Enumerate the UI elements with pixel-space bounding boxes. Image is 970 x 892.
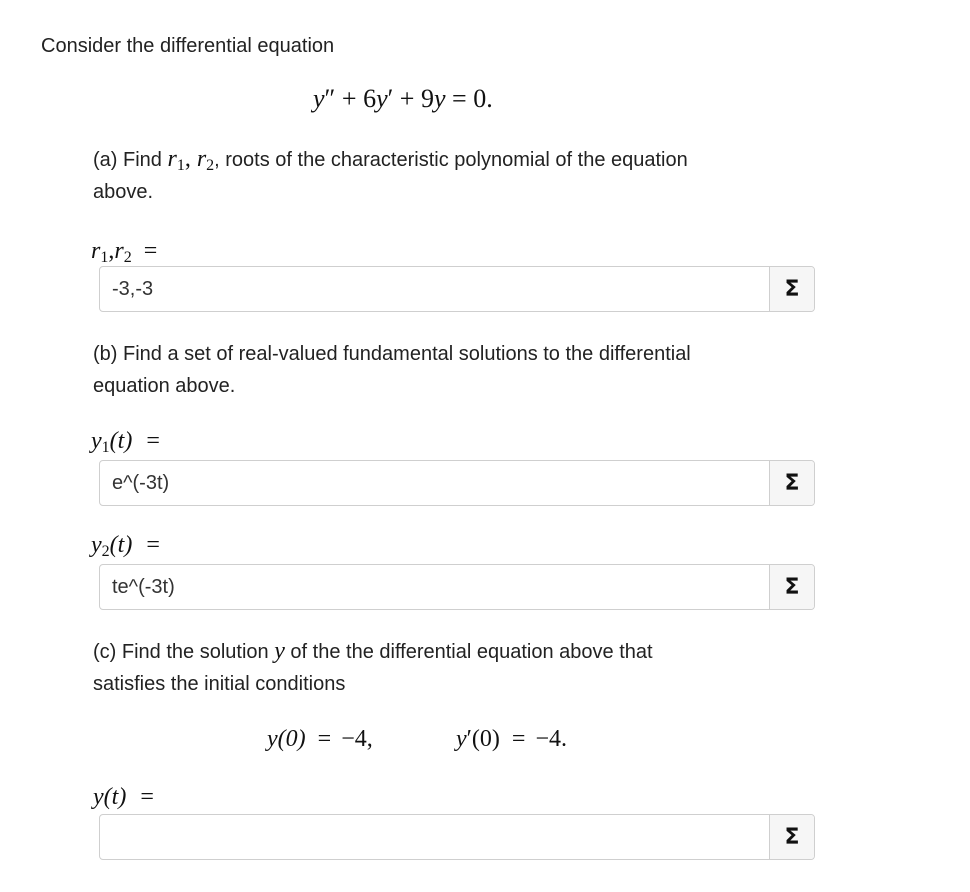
- eq-coef-2: 9: [420, 84, 434, 113]
- eq-prime: ′: [387, 84, 394, 113]
- eq-equals: =: [452, 84, 467, 113]
- part-c-var-y: y: [274, 638, 285, 664]
- eq-double-prime: ″: [324, 84, 336, 113]
- roots-input[interactable]: [100, 267, 770, 311]
- eq-y-3: y: [433, 84, 446, 113]
- part-c-line2: satisfies the initial conditions: [93, 673, 346, 695]
- y1-equation-editor-button[interactable]: [769, 461, 814, 505]
- y-solution-answer-box: [99, 814, 815, 860]
- part-b-line2: equation above.: [93, 375, 236, 397]
- eq-coef-1: 6: [363, 84, 377, 113]
- intro-text: Consider the differential equation: [41, 35, 335, 57]
- eq-y-2: y: [376, 84, 388, 113]
- part-a-suffix: , roots of the characteristic polynomial of the equation: [214, 149, 688, 171]
- y1-label: $y_1(t)$ =: [91, 428, 160, 456]
- sigma-icon: Σ: [784, 276, 800, 302]
- initial-condition-2: y′(0) = −4.: [456, 726, 567, 752]
- eq-plus-2: +: [399, 84, 415, 113]
- roots-label: $r_1,r_2$ =: [91, 238, 158, 266]
- part-a-prefix: (a) Find: [93, 149, 162, 171]
- initial-condition-1: y(0) = −4,: [267, 726, 373, 752]
- y1-input[interactable]: [100, 461, 770, 505]
- y2-input[interactable]: [100, 565, 770, 609]
- roots-equation-editor-button[interactable]: [769, 267, 814, 311]
- part-a-roots-symbol: $r_1$, $r_2$: [167, 146, 215, 174]
- y-solution-equation-editor-button[interactable]: [769, 815, 814, 859]
- eq-plus-1: +: [341, 84, 357, 113]
- y-solution-label: y(t) =: [93, 784, 154, 810]
- part-b-line1: (b) Find a set of real-valued fundamental solutions to the differential: [93, 343, 691, 365]
- sigma-icon: Σ: [784, 470, 800, 496]
- y1-answer-box: [99, 460, 815, 506]
- eq-rhs: 0.: [473, 84, 493, 113]
- main-equation: [313, 84, 493, 114]
- y2-answer-box: [99, 564, 815, 610]
- eq-y: y: [313, 84, 325, 113]
- sigma-icon: Σ: [784, 574, 800, 600]
- roots-answer-box: [99, 266, 815, 312]
- y2-equation-editor-button[interactable]: [769, 565, 814, 609]
- y-solution-input[interactable]: [100, 815, 770, 859]
- sigma-icon: Σ: [784, 824, 800, 850]
- part-a-prompt: [93, 143, 688, 182]
- y2-label: $y_2(t)$ =: [91, 532, 160, 560]
- part-c-line1: (c) Find the solution y of the the differential equation above that: [93, 638, 653, 664]
- part-a-line2: above.: [93, 181, 154, 203]
